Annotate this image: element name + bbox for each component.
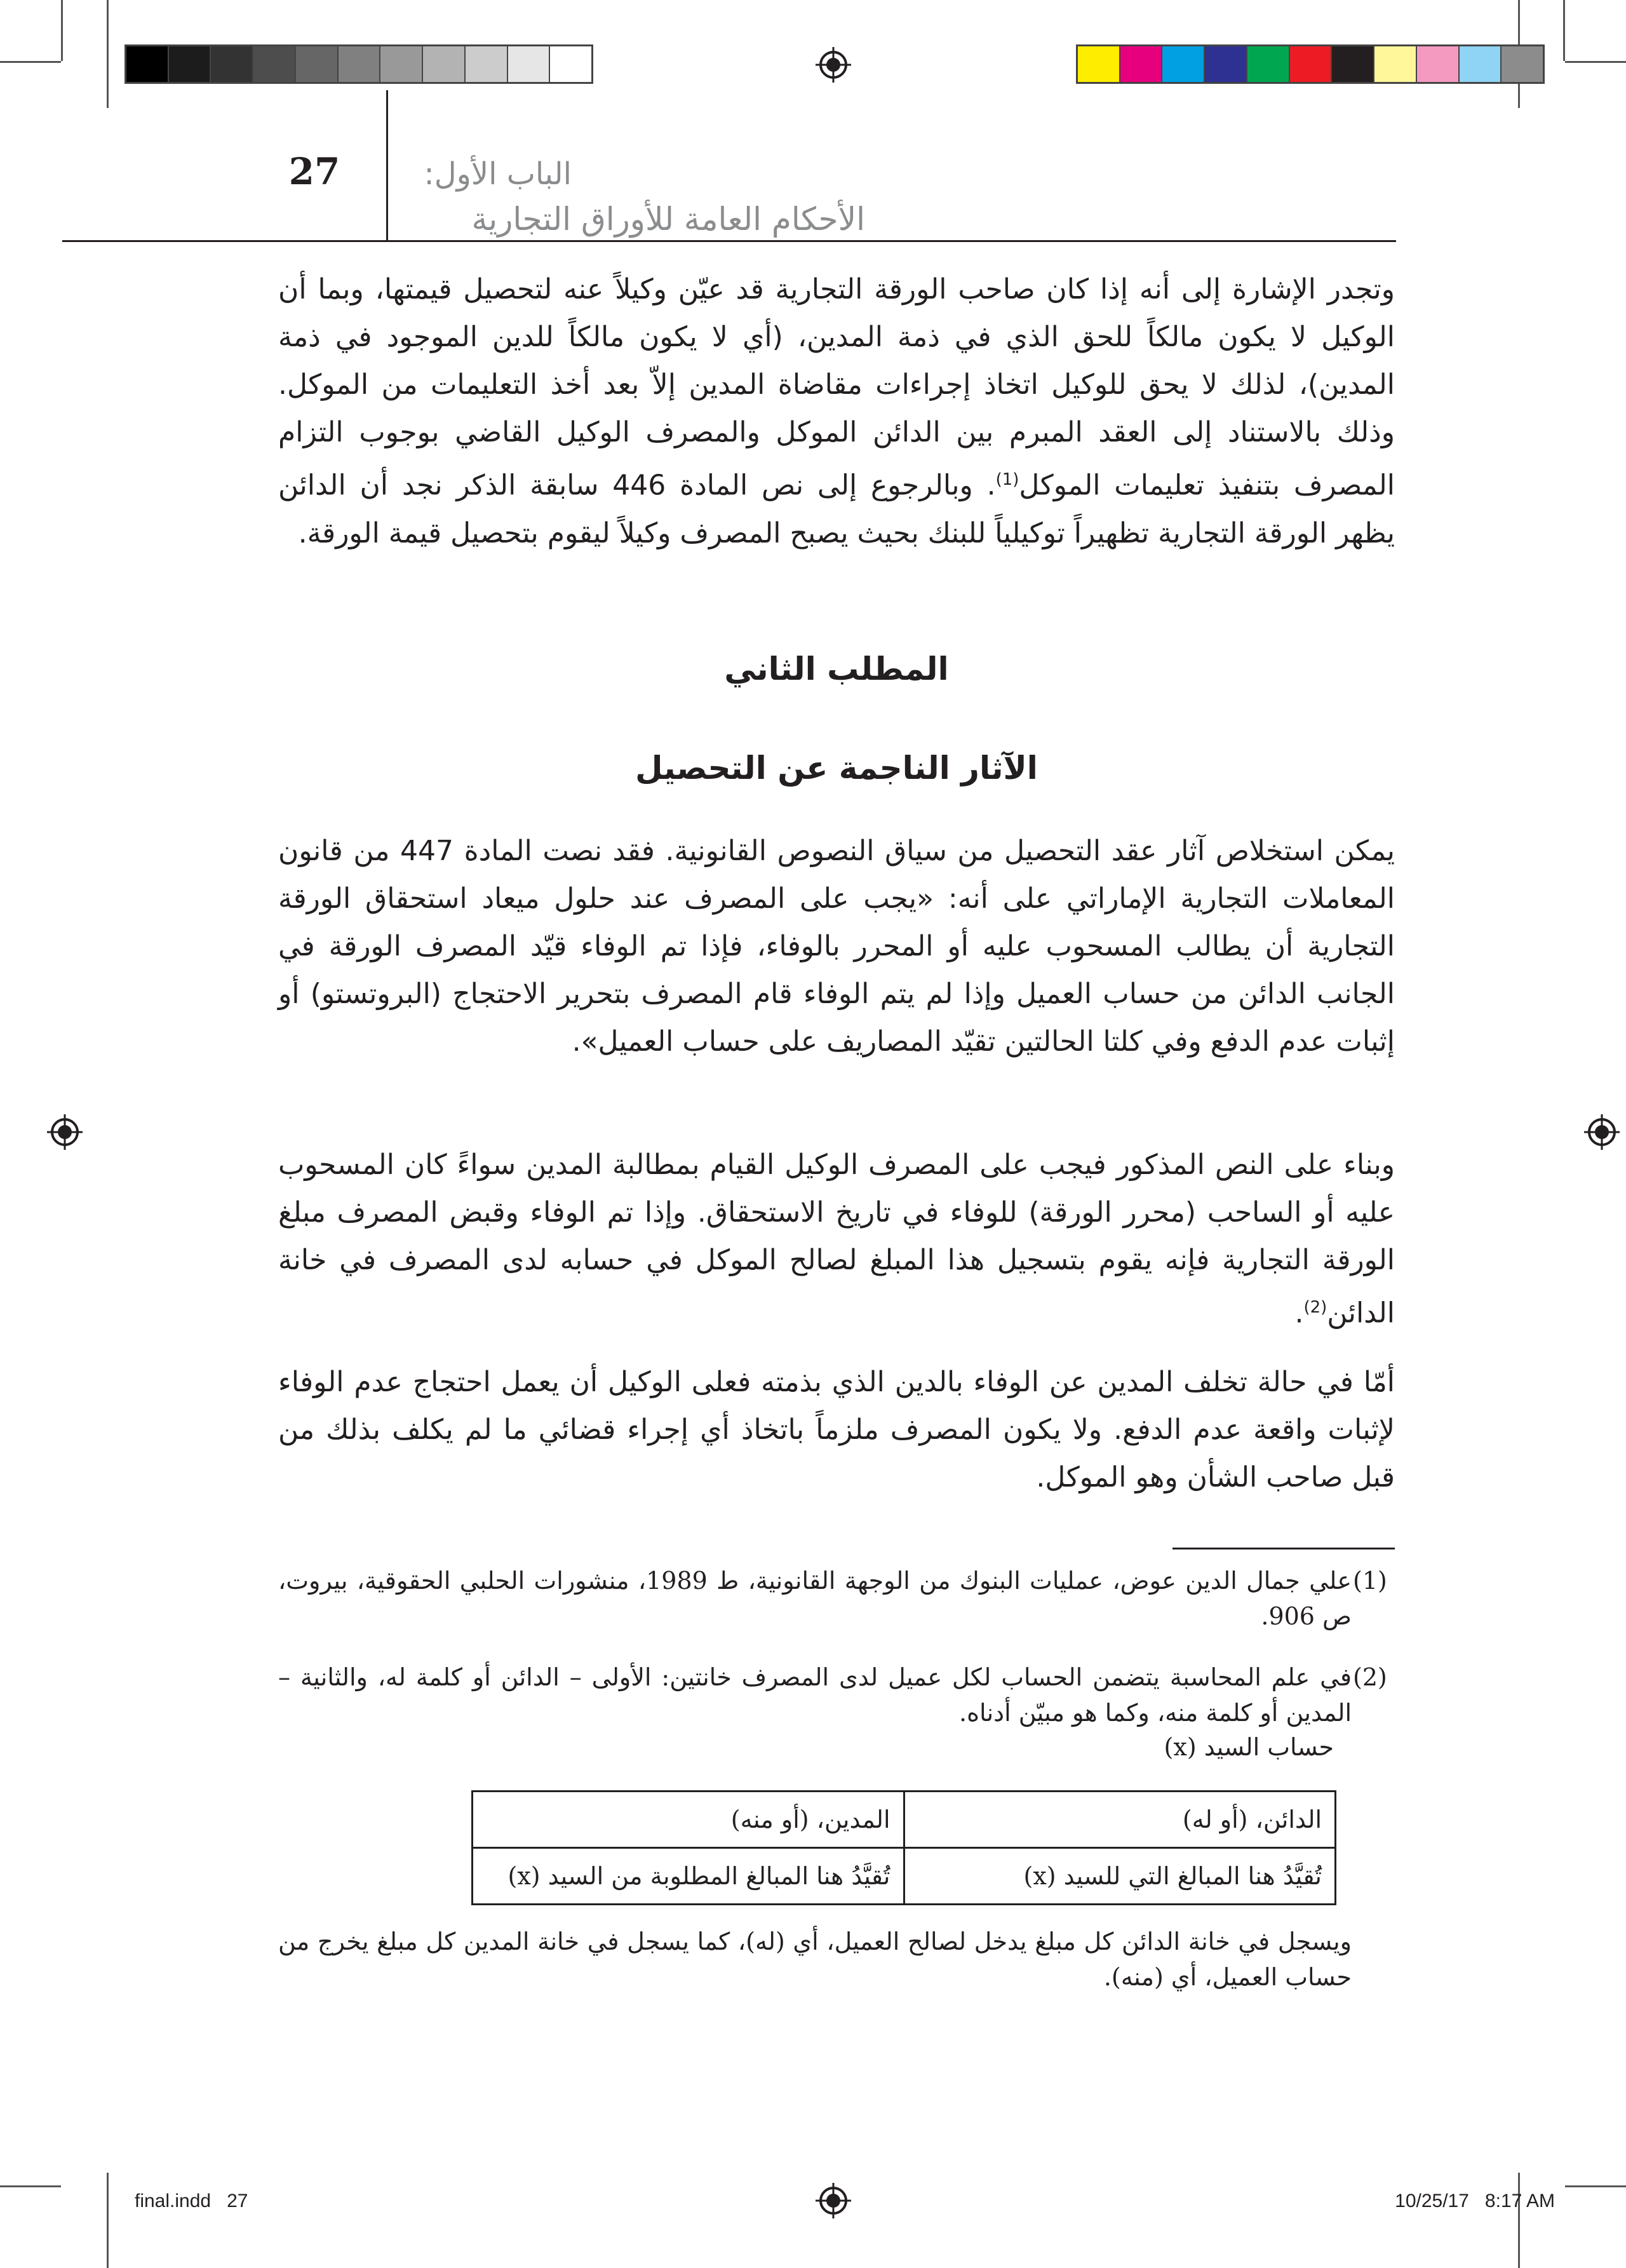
slug-date-info: 10/25/17 8:17 AM [1395, 2190, 1555, 2211]
color-swatch [1162, 46, 1205, 82]
footnote-separator [1172, 1548, 1395, 1549]
registration-mark-icon [816, 47, 851, 83]
footnote-1-number: (1) [1353, 1567, 1387, 1595]
paragraph-text: وتجدر الإشارة إلى أنه إذا كان صاحب الورقة التجارية قد عيّن وكيلاً عنه لتحصيل قيمتها، وبما أن الوكيل لا يكون مالكاً للحق الذي في ذمة المدين، (أي لا يكون مالكاً للدين الموجود في ذمة المدين)، لذلك لا يحق للوكيل اتخاذ إجراءات مقاضاة المدين إلاّ بعد أخذ التعليمات من الموكل. وذلك بالاستناد إلى العقد المبرم بين الدائن الموكل والمصرف الوكيل القاضي بوجوب التزام المصرف بتنفيذ تعليمات الموكل [278, 273, 1395, 502]
registration-mark-icon [47, 1114, 83, 1150]
slug-file-info: final.indd 27 [135, 2190, 248, 2211]
color-swatch [253, 46, 296, 82]
paragraph-text: أمّا في حالة تخلف المدين عن الوفاء بالدين الذي بذمته فعلى الوكيل أن يعمل احتجاج عدم الوفاء لإثبات واقعة عدم الدفع. ولا يكون المصرف ملزماً باتخاذ أي إجراء قضائي ما لم يكلف بذلك من قبل صاحب الشأن وهو الموكل. [278, 1366, 1395, 1494]
color-swatch [380, 46, 423, 82]
color-swatch [1247, 46, 1290, 82]
color-swatch [1332, 46, 1374, 82]
crop-mark [0, 2185, 61, 2187]
grayscale-color-bar [124, 44, 593, 84]
body-paragraph-1 [278, 266, 1395, 602]
footnote-text: في علم المحاسبة يتضمن الحساب لكل عميل لدى المصرف خانتين: الأولى – الدائن أو كلمة له، والثانية – المدين أو كلمة منه، وكما هو مبيّن أدناه. [278, 1663, 1352, 1727]
color-swatch [1374, 46, 1417, 82]
color-swatch [211, 46, 253, 82]
color-swatch [1205, 46, 1247, 82]
registration-mark-icon [816, 2183, 851, 2218]
crop-mark [107, 0, 109, 108]
paragraph-text: وبناء على النص المذكور فيجب على المصرف الوكيل القيام بمطالبة المدين سواءً كان المسحوب عليه أو الساحب (محرر الورقة) للوفاء في تاريخ الاستحقاق. وإذا تم الوفاء وقبض المصرف مبلغ الورقة التجارية فإنه يقوم بتسجيل هذا المبلغ لصالح الموكل في حسابه لدى المصرف في خانة الدائن [278, 1149, 1395, 1330]
account-table [471, 1790, 1336, 1905]
paragraph-text: . [1294, 1297, 1304, 1330]
color-swatch [423, 46, 466, 82]
color-swatch [466, 46, 508, 82]
color-swatch [169, 46, 212, 82]
table-row [473, 1792, 1336, 1848]
crop-mark [107, 2173, 109, 2268]
color-swatch [339, 46, 381, 82]
running-head-divider [386, 90, 388, 240]
table-cell-credit: تُقيَّدُ هنا المبالغ التي للسيد (x) [904, 1848, 1336, 1905]
footnote-2 [278, 1659, 1352, 1736]
table-header-credit: الدائن، (أو له) [904, 1792, 1336, 1848]
footnote-text: علي جمال الدين عوض، عمليات البنوك من الوجهة القانونية، ط 1989، منشورات الحلبي الحقوقية، بيروت، ص 906. [278, 1567, 1352, 1630]
footnote-text: ويسجل في خانة الدائن كل مبلغ يدخل لصالح العميل، أي (له)، كما يسجل في خانة المدين كل مبلغ يخرج من حساب العميل، أي (منه). [278, 1927, 1352, 1991]
color-swatch [126, 46, 169, 82]
color-swatch [1078, 46, 1120, 82]
section-title: الآثار الناجمة عن التحصيل [635, 750, 1038, 786]
color-swatch [296, 46, 339, 82]
crop-mark [1518, 2173, 1520, 2268]
running-head-rule [62, 240, 1396, 242]
footnote-1 [278, 1563, 1352, 1639]
crop-mark [61, 0, 63, 61]
body-paragraph-3 [278, 1141, 1395, 1338]
color-swatch [1290, 46, 1333, 82]
footnote-2-number: (2) [1353, 1663, 1387, 1691]
process-color-bar [1076, 44, 1545, 84]
table-row [473, 1848, 1336, 1905]
crop-mark [1565, 2185, 1626, 2187]
crop-mark [0, 61, 61, 63]
color-swatch [550, 46, 591, 82]
paragraph-text: يمكن استخلاص آثار عقد التحصيل من سياق النصوص القانونية. فقد نصت المادة 447 من قانون المعاملات التجارية الإماراتي على أنه: «يجب على المصرف عند حلول ميعاد استحقاق الورقة التجارية أن يطالب المسحوب عليه أو المحرر بالوفاء، فإذا تم الوفاء قيّد المصرف الورقة في الجانب الدائن من حساب العميل وإذا لم يتم الوفاء قام المصرف بتحرير الاحتجاج (البروتستو) أو إثبات عدم الدفع وفي كلتا الحالتين تقيّد المصاريف على حساب العميل». [278, 835, 1395, 1058]
color-swatch [1502, 46, 1543, 82]
footnote-2-caption: حساب السيد (x) [1164, 1733, 1334, 1761]
footnote-reference: (2) [1303, 1298, 1327, 1317]
running-head-part-subtitle: الأحكام العامة للأوراق التجارية [471, 201, 865, 238]
running-head-part-title: الباب الأول: [424, 156, 572, 192]
color-swatch [1460, 46, 1502, 82]
crop-mark [1565, 61, 1626, 63]
body-paragraph-4 [278, 1358, 1395, 1511]
paragraph-text: . وبالرجوع إلى نص المادة 446 سابقة الذكر نجد أن الدائن يظهر الورقة التجارية تظهيراً توكيلياً للبنك بحيث يصبح المصرف وكيلاً ليقوم بتحصيل قيمة الورقة. [278, 469, 1395, 550]
registration-mark-icon [1584, 1114, 1620, 1150]
table-header-debit: المدين، (أو منه) [473, 1792, 904, 1848]
page-number: 27 [288, 150, 340, 193]
color-swatch [508, 46, 551, 82]
body-paragraph-2 [278, 827, 1395, 1119]
color-swatch [1120, 46, 1163, 82]
table-cell-debit: تُقيَّدُ هنا المبالغ المطلوبة من السيد (x) [473, 1848, 904, 1905]
footnote-reference: (1) [995, 470, 1019, 489]
section-heading: المطلب الثاني [724, 651, 949, 687]
color-swatch [1417, 46, 1460, 82]
crop-mark [1563, 0, 1565, 61]
footnote-2-continuation [278, 1924, 1352, 2000]
